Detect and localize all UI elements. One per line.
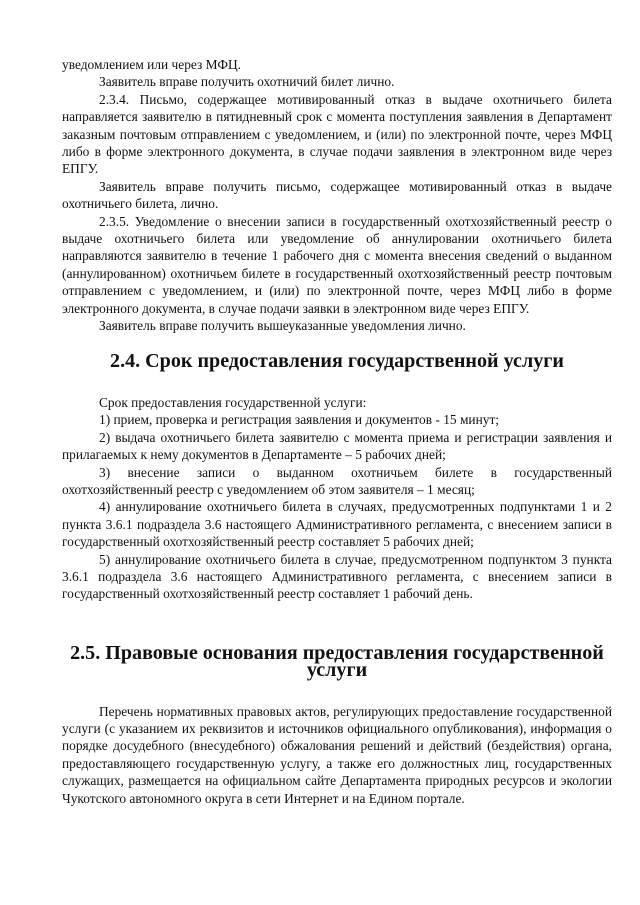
paragraph-2-3-5: 2.3.5. Уведомление о внесении записи в государственный охотхозяйственный реестр о выдаче охотничьего билета или уведомление об аннулировании охотничьего билета направляются заявителю в течение 1 рабочего дня с момента внесения сведений о выданном (аннулированном) охотничьем билете в государственный охотхозяйственный реестр почтовым отправлением с уведомлением, и (или) по электронной почте, через МФЦ либо в форме электронного документа, в случае подачи заявки в электронном виде через ЕПГУ. bbox=[62, 213, 612, 316]
paragraph-2-3-4: 2.3.4. Письмо, содержащее мотивированный отказ в выдаче охотничьего билета направляется заявителю в пятидневный срок с момента поступления заявления в Департамент заказным почтовым отправлением с уведомлением, и (или) по электронной почте, через МФЦ либо в форме электронного документа, в случае подачи заявления в электронном виде через ЕПГУ. bbox=[62, 91, 612, 177]
section-2-5-body bbox=[62, 703, 612, 807]
section-2-4-body bbox=[62, 394, 612, 603]
section-heading-2-4: 2.4. Срок предоставления государственной услуги bbox=[110, 349, 564, 372]
list-item-4: 4) аннулирование охотничьего билета в случаях, предусмотренных подпунктами 1 и 2 пункта 3.6.1 подраздела 3.6 настоящего Административного регламента, с внесением записи в государственный охотхозяйственный реестр составляет 5 рабочих дней; bbox=[62, 499, 612, 550]
paragraph-personal-receipt: Заявитель вправе получить охотничий билет лично. bbox=[99, 74, 395, 90]
paragraph-notifications-personal: Заявитель вправе получить вышеуказанные уведомления лично. bbox=[99, 318, 466, 334]
paragraph-refusal-letter-personal: Заявитель вправе получить письмо, содержащее мотивированный отказ в выдаче охотничьего билета, лично. bbox=[62, 178, 612, 212]
paragraph-legal-basis: Перечень нормативных правовых актов, регулирующих предоставление государственной услуги (с указанием их реквизитов и источников официального опубликования), информация о порядке досудебного (внесудебного) обжалования решений и действий (бездействия) органа, предоставляющего государственную услугу, а также его должностных лиц, государственных служащих, размещается на официальном сайте Департамента природных ресурсов и экологии Чукотского автономного округа в сети Интернет и на Едином портале. bbox=[62, 703, 612, 806]
list-item-1: 1) прием, проверка и регистрация заявления и документов - 15 минут; bbox=[99, 412, 500, 428]
paragraph-term-intro: Срок предоставления государственной услуги: bbox=[99, 394, 367, 410]
list-item-5: 5) аннулирование охотничьего билета в случае, предусмотренном подпунктом 3 пункта 3.6.1 подраздела 3.6 настоящего Административного регламента, с внесением записи в государственный охотхозяйственный реестр составляет 1 рабочий день. bbox=[62, 551, 612, 602]
list-item-2: 2) выдача охотничьего билета заявителю с момента приема и регистрации заявления и прилагаемых к нему документов в Департаменте – 5 рабочих дней; bbox=[62, 429, 612, 463]
document-page bbox=[62, 56, 612, 807]
list-item-3: 3) внесение записи о выданном охотничьем билете в государственный охотхозяйственный реестр с уведомлением об этом заявителя – 1 месяц; bbox=[62, 464, 612, 497]
paragraph-continuation: уведомлением или через МФЦ. bbox=[62, 57, 241, 72]
section-heading-2-5: 2.5. Правовые основания предоставления государственной услуги bbox=[70, 641, 604, 682]
